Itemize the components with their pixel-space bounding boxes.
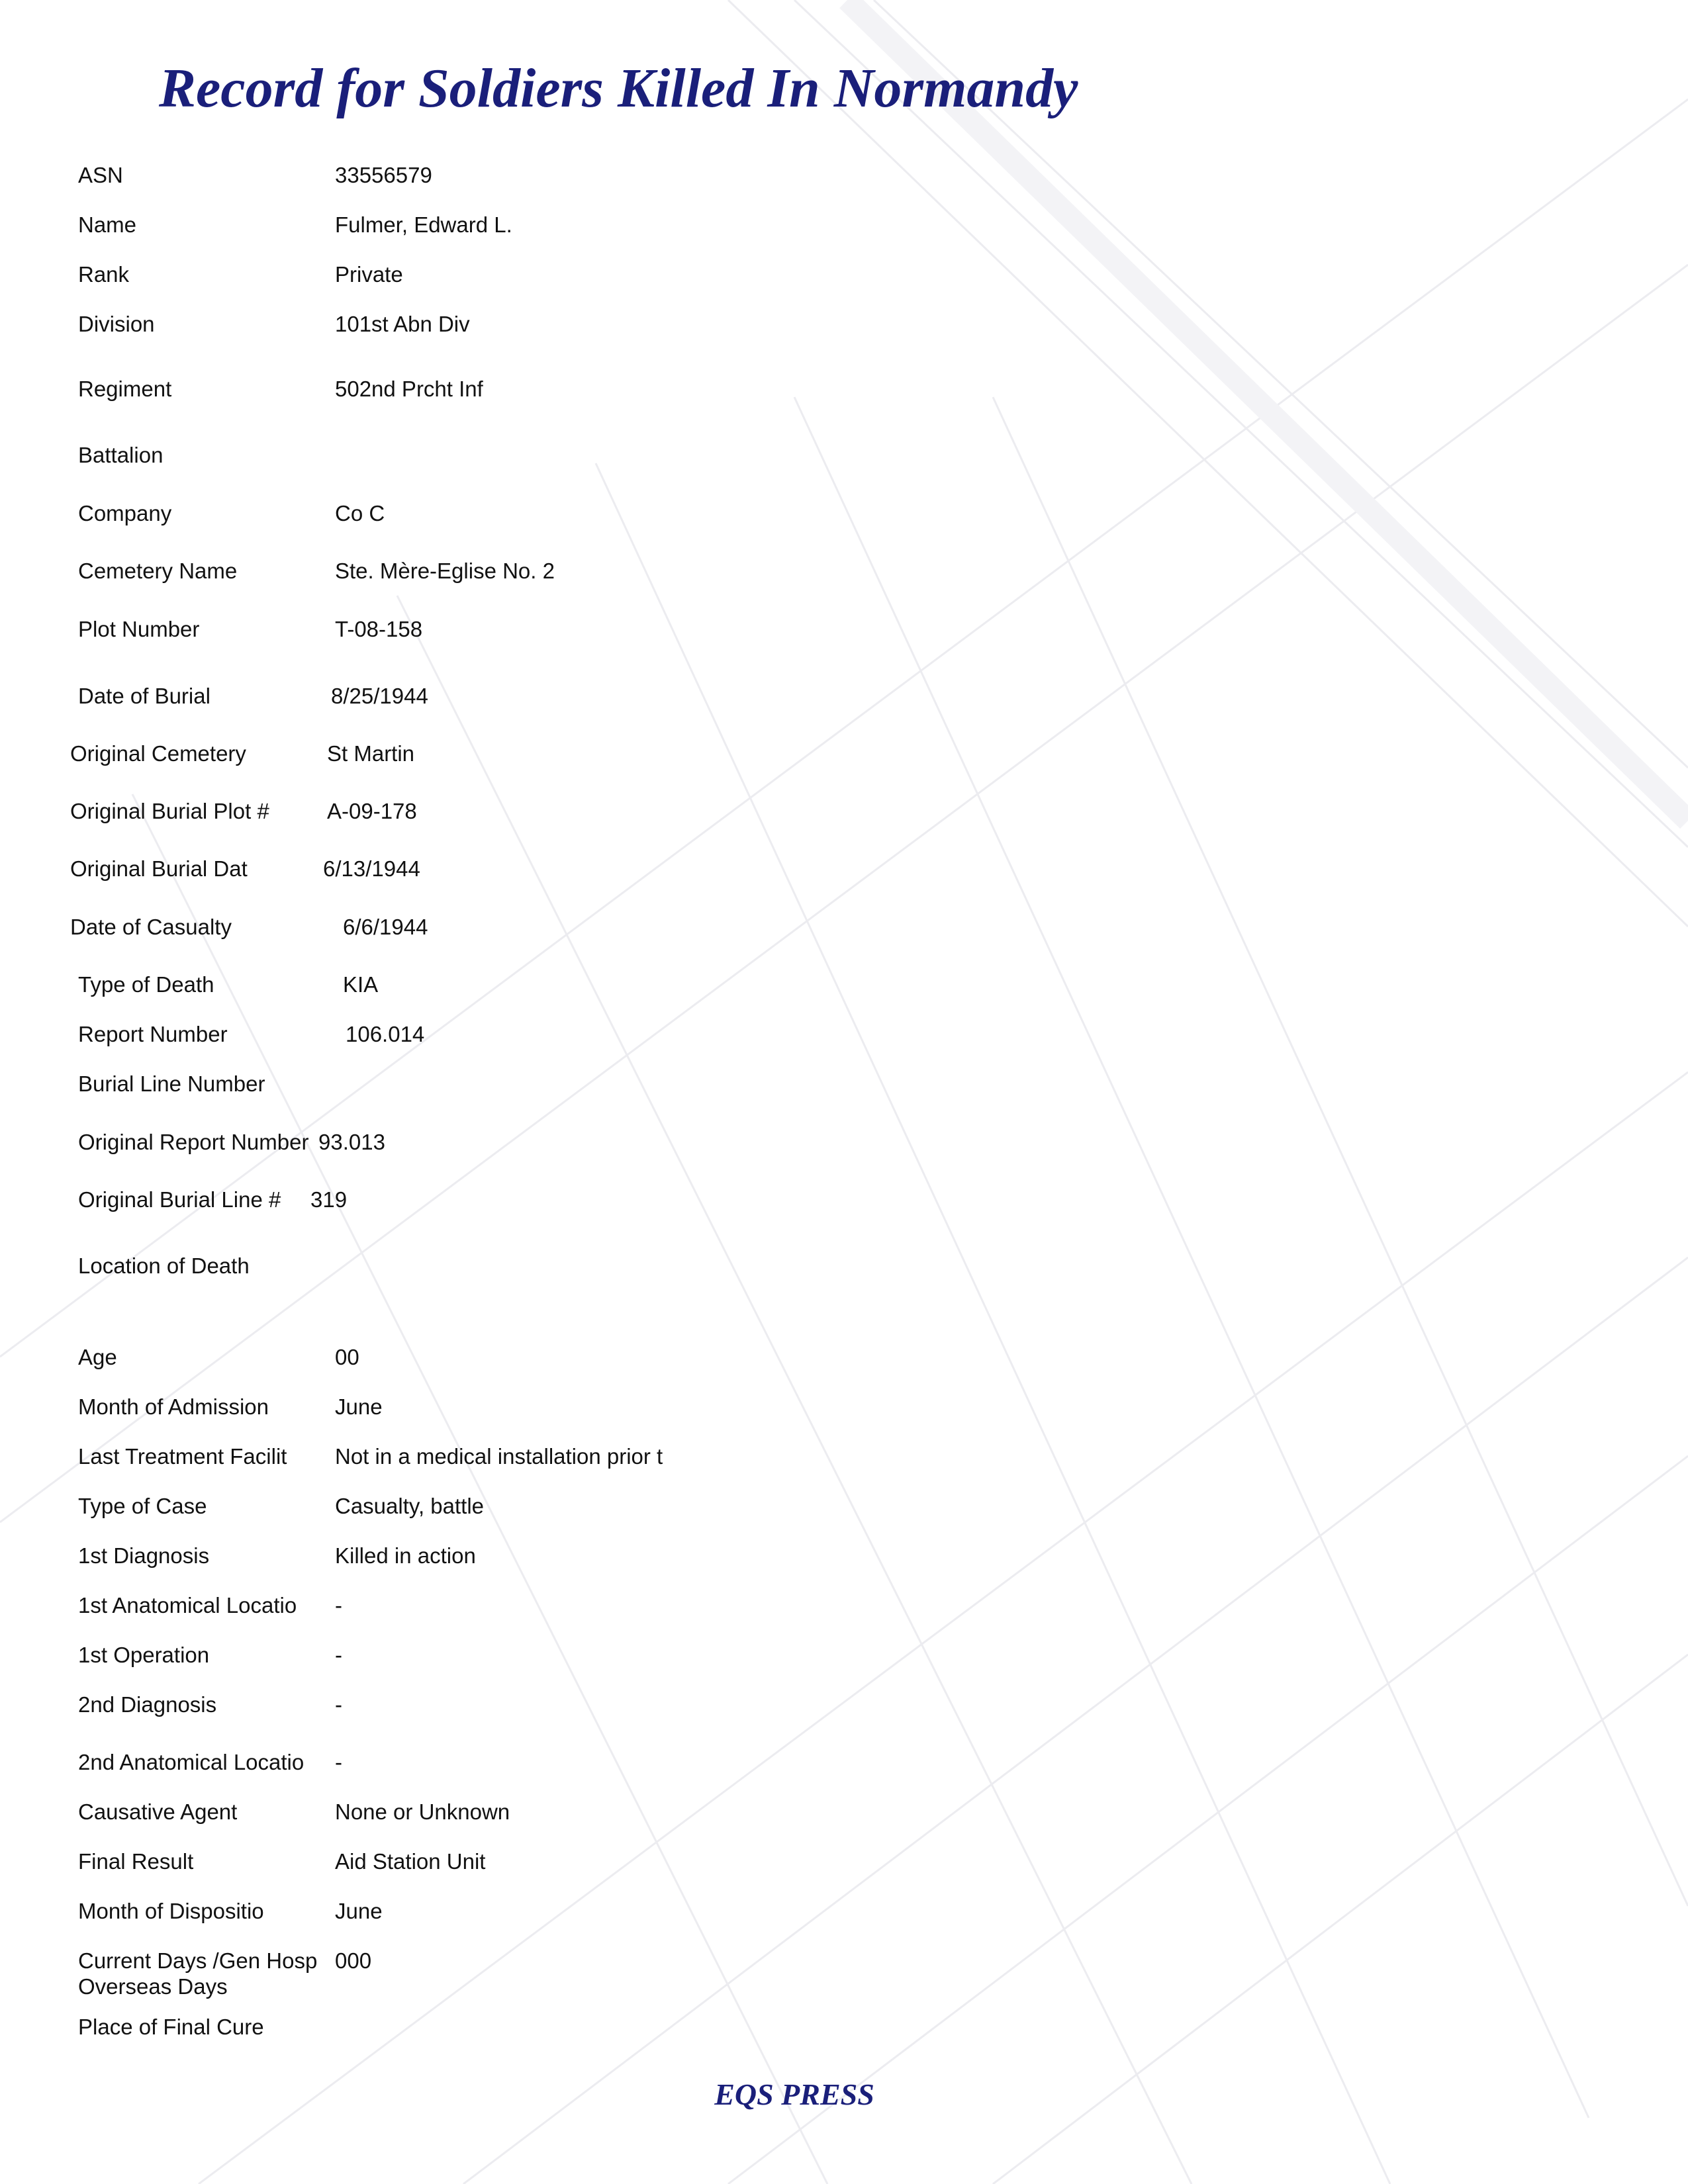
field-label: Age <box>78 1345 117 1369</box>
field-label: ASN <box>78 163 123 187</box>
field-label: Report Number <box>78 1022 228 1046</box>
field-value: 93.013 <box>318 1130 385 1154</box>
field-label: Original Burial Line # <box>78 1187 281 1212</box>
field-value: 106.014 <box>346 1022 425 1046</box>
field-label: Cemetery Name <box>78 559 238 583</box>
field-label: Original Report Number <box>78 1130 309 1154</box>
field-label: Type of Death <box>78 972 214 997</box>
field-label: Month of Admission <box>78 1394 269 1419</box>
field-label: Original Cemetery <box>70 741 246 766</box>
field-value: - <box>335 1593 342 1617</box>
page-title: Record for Soldiers Killed In Normandy <box>159 58 1078 119</box>
field-label: 2nd Diagnosis <box>78 1692 217 1717</box>
field-label: Last Treatment Facilit <box>78 1444 287 1469</box>
field-value: St Martin <box>327 741 415 766</box>
field-label: Current Days /Gen Hosp Overseas Days <box>78 1948 318 1999</box>
field-value: Casualty, battle <box>335 1494 485 1518</box>
field-label: Date of Casualty <box>70 915 232 939</box>
field-label: 1st Operation <box>78 1643 210 1667</box>
publisher-footer: EQS PRESS <box>714 2077 874 2111</box>
field-value: 8/25/1944 <box>331 684 428 708</box>
field-value: Fulmer, Edward L. <box>335 212 512 237</box>
field-value: 319 <box>310 1187 348 1212</box>
field-label: Original Burial Plot # <box>70 799 269 823</box>
field-value: Co C <box>335 501 385 525</box>
field-label: Rank <box>78 262 130 287</box>
field-label: Company <box>78 501 172 525</box>
field-value: 33556579 <box>335 163 432 187</box>
field-value: Private <box>335 262 403 287</box>
field-label: Final Result <box>78 1849 194 1874</box>
field-label: 2nd Anatomical Locatio <box>78 1750 305 1774</box>
field-value: 6/13/1944 <box>323 856 420 881</box>
field-label: 1st Anatomical Locatio <box>78 1593 297 1617</box>
field-value: None or Unknown <box>335 1799 510 1824</box>
field-value: June <box>335 1899 383 1923</box>
field-label: Plot Number <box>78 617 200 641</box>
field-label: Place of Final Cure <box>78 2015 264 2039</box>
field-value: A-09-178 <box>327 799 417 823</box>
field-label: Burial Line Number <box>78 1071 265 1096</box>
field-value: Killed in action <box>335 1543 476 1568</box>
field-label: Division <box>78 312 155 336</box>
field-value: - <box>335 1692 342 1717</box>
field-label: Location of Death <box>78 1253 250 1278</box>
field-value: - <box>335 1643 342 1667</box>
field-value: Ste. Mère-Eglise No. 2 <box>335 559 555 583</box>
field-label: Causative Agent <box>78 1799 238 1824</box>
field-label: Month of Dispositio <box>78 1899 264 1923</box>
field-value: 502nd Prcht Inf <box>335 377 483 401</box>
field-label: Original Burial Dat <box>70 856 248 881</box>
field-value: KIA <box>343 972 379 997</box>
field-value: Aid Station Unit <box>335 1849 486 1874</box>
field-value: 6/6/1944 <box>343 915 428 939</box>
field-value: 00 <box>335 1345 359 1369</box>
field-label: 1st Diagnosis <box>78 1543 210 1568</box>
field-label: Type of Case <box>78 1494 207 1518</box>
field-value: Not in a medical installation prior t <box>335 1444 663 1469</box>
field-value: 101st Abn Div <box>335 312 470 336</box>
field-value: - <box>335 1750 342 1774</box>
field-label: Date of Burial <box>78 684 211 708</box>
field-label: Name <box>78 212 137 237</box>
field-value: 000 <box>335 1948 372 1973</box>
field-label: Battalion <box>78 443 164 467</box>
field-value: June <box>335 1394 383 1419</box>
field-label: Regiment <box>78 377 172 401</box>
field-value: T-08-158 <box>335 617 423 641</box>
